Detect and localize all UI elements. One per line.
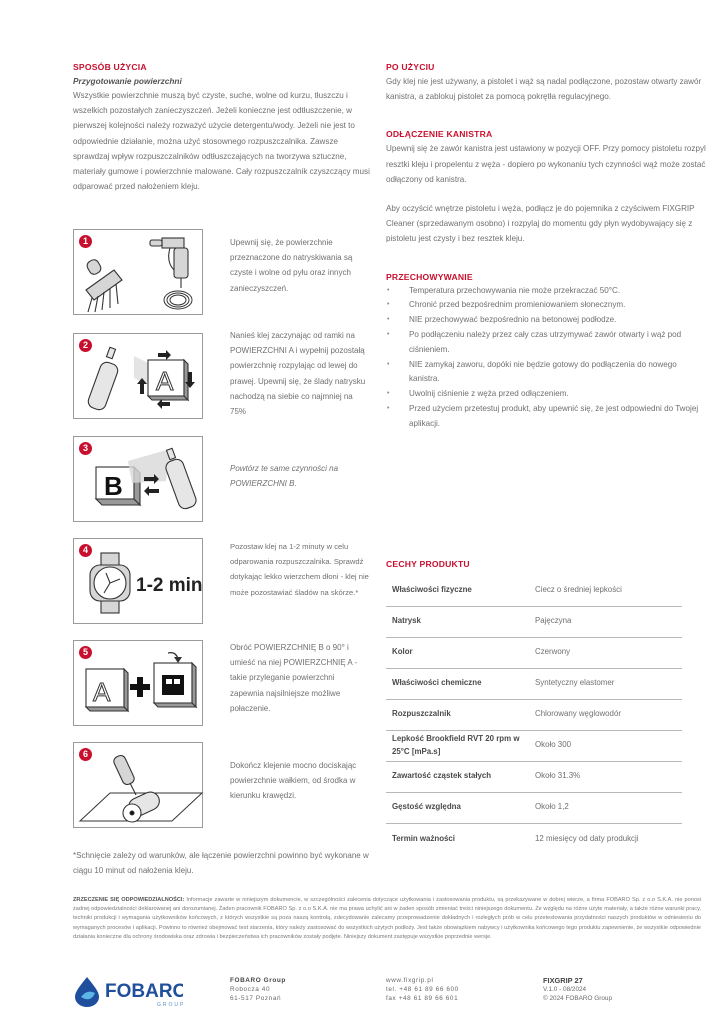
step-number-badge: 1 <box>79 235 92 248</box>
usage-section <box>73 62 373 194</box>
spray-surface-b-icon <box>74 437 204 523</box>
svg-text:A: A <box>156 366 174 396</box>
table-row: Rozpuszczalnik Chlorowany węglowodór <box>386 699 682 730</box>
storage-title: PRZECHOWYWANIE <box>386 271 473 282</box>
step-5-text: Obróć POWIERZCHNIĘ B o 90° i umieść na niej POWIERZCHNIĘ A - takie przyleganie powierzchni zapewnia najsilniejsze możliwe połaczenie. <box>230 643 358 713</box>
join-surfaces-icon <box>74 641 204 727</box>
svg-text:B: B <box>104 471 123 501</box>
step-5-illustration <box>73 640 203 726</box>
list-item: • NIE zamykaj zaworu, dopóki nie będzie gotowy do podłączenia do nowego kanistra. <box>386 358 706 388</box>
usage-text: Wszystkie powierzchnie muszą być czyste, suche, wolne od kurzu, tłuszczu i wszelkich pozostałych zanieczyszczeń. Jeżeli konieczne jest odtłuszczenie, w pierwszej kolejności należy rozważyć użycie detergentu/wody. Jeżeli nie jest to odpowiednie działanie, można użyć stosownego rozpuszczalnika. Zawsze sprawdzaj wpływ rozpuszczalników odtłuszczających na tworzywa sztuczne, materiały gumowe i powierzchnie malowane. Cały rozpuszczalnik czyszczący musi odparować przed nałożeniem kleju. <box>73 91 370 192</box>
step-1-text: Upewnij się, że powierzchnie przeznaczone do natryskiwania są czyste i wolne od pyłu oraz innych zanieczyszczeń. <box>230 238 353 293</box>
company-street: Robocza 40 <box>230 985 271 993</box>
list-item: • NIE przechowywać bezpośrednio na betonowej podłodze. <box>386 313 706 328</box>
svg-text:GROUP: GROUP <box>157 1002 183 1007</box>
table-row: Natrysk Pajęczyna <box>386 606 682 637</box>
step-number-badge: 6 <box>79 748 92 761</box>
drying-footnote: *Schnięcie zależy od warunków, ale łączenie powierzchni powinno być wykonane w ciągu 10 minut od nałożenia kleju. <box>73 851 369 875</box>
disconnect-text: Upewnij się że zawór kanistra jest ustawiony w pozycji OFF. Przy pomocy pistoletu rozpyl resztki kleju i propelentu z węża - dopiero po wykonaniu tych czynności wąż może zostać odłączony od kanistra. <box>386 144 706 184</box>
after-use-title: PO UŻYCIU <box>386 62 435 72</box>
fobaro-logo <box>73 975 183 1012</box>
svg-text:1-2 min: 1-2 min <box>136 575 203 596</box>
spray-surface-a-icon <box>74 334 204 420</box>
step-number-badge: 3 <box>79 442 92 455</box>
step-1-illustration <box>73 229 203 315</box>
step-4-text: Pozostaw klej na 1-2 minuty w celu odparowania rozpuszczalnika. Sprawdź dotykając lekko wierzchem dłoni - klej nie może pozostawiać śladów na skórze.* <box>230 542 369 597</box>
document-version <box>543 977 612 1003</box>
step-4-illustration <box>73 538 203 624</box>
table-row: Gęstość względna Około 1,2 <box>386 792 682 823</box>
table-row: Właściwości fizyczne Ciecz o średniej lepkości <box>386 575 682 606</box>
phone-number: tel. +48 61 89 66 600 <box>386 985 459 993</box>
list-item: • Po podłączeniu należy przez cały czas utrzymywać zawór otwarty i wąż pod ciśnieniem. <box>386 328 706 358</box>
disconnect-section <box>386 129 706 246</box>
table-row: Właściwości chemiczne Syntetyczny elastomer <box>386 668 682 699</box>
contact-info <box>386 977 459 1003</box>
step-3-illustration <box>73 436 203 522</box>
after-use-text: Gdy klej nie jest używany, a pistolet i wąż są nadal podłączone, pozostaw otwarty zawór kanistra, a zablokuj pistolet za pomocą pokrętła regulacyjnego. <box>386 77 702 102</box>
properties-section <box>386 559 706 854</box>
disclaimer-label: ZRZECZENIE SIĘ ODPOWIEDZIALNOŚCI: <box>73 897 185 903</box>
table-row: Kolor Czerwony <box>386 637 682 668</box>
list-item: • Uwolnij ciśnienie z węża przed odłączeniem. <box>386 387 706 402</box>
water-drop-logo-icon <box>73 975 183 1007</box>
storage-section <box>386 272 706 432</box>
cleaning-text: Aby oczyścić wnętrze pistoletu i węża, podłącz je do pojemnika z czyściwem FIXGRIP Cleaner (sprzedawanym osobno) i rozpylaj do momentu gdy płyn wydobywający się z pistoletu jest czysty i bez resztek kleju. <box>386 204 695 244</box>
step-6-illustration <box>73 742 203 828</box>
disconnect-title: ODŁĄCZENIE KANISTRA <box>386 129 493 140</box>
step-number-badge: 4 <box>79 544 92 557</box>
step-number-badge: 5 <box>79 646 92 659</box>
properties-table <box>386 575 682 854</box>
table-row: Lepkość Brookfield RVT 20 rpm w 25°C [mPa.s] Około 300 <box>386 730 682 761</box>
roller-icon <box>74 743 204 829</box>
svg-text:FOBARO: FOBARO <box>105 981 183 1002</box>
properties-title: CECHY PRODUKTU <box>386 559 470 569</box>
disclaimer-text: Informacje zawarte w niniejszym dokumencie, w szczególności zalecenia dotyczące użytkowania i zastosowania produktu, są przekazywane w dobrej wierze, a firma FOBARO Sp. z o.o S.K.A. nie ponosi żadnej odpowiedzialności deklarowanej ani dorozumianej. Żaden pracownik FOBARO Sp. z o.o S.K.A. nie ma prawa uchylić ani w żaden sposób zmieniać treści niniejszego dokumentu. Ze względu na różne użyte materiały, a także różne warunki pracy, techniki produkcji i wymagania użytkowników końcowych, z których wszystkie są poza naszą kontrolą, zdecydowanie zalecamy przeprowadzenie dokładnych i rozległych prób w celu przetestowania przydatności naszych produktów w odniesieniu do wymaganych procesów i aplikacji. Powinno to również obejmować test starzenia, który należy zastosować do wszystkich użytych podłoży. Jest także obowiązkiem nabywcy i użytkownika końcowego tego produktu zapewnienie, że wszystkie odpowiednie działania konieczne dla ochrony środowiska oraz zdrowia i bezpieczeństwa ich pracowników zostały podjęte. Niniejszy dokument zastępuje wszystkie poprzednie wersje. <box>73 897 701 940</box>
table-row: Zawartość cząstek stałych Około 31.3% <box>386 761 682 792</box>
storage-list <box>386 284 706 432</box>
step-3-text: Powtórz te same czynności na POWIERZCHNI B. <box>230 464 339 489</box>
copyright: © 2024 FOBARO Group <box>543 994 612 1002</box>
product-name: FIXGRIP 27 <box>543 976 583 985</box>
brush-and-spray-gun-icon <box>74 230 204 316</box>
disclaimer <box>73 896 701 942</box>
list-item: • Przed użyciem przetestuj produkt, aby upewnić się, że jest odpowiedni do Twojej aplikacji. <box>386 402 706 432</box>
step-2-illustration <box>73 333 203 419</box>
website-link[interactable]: www.fixgrip.pl <box>386 977 434 984</box>
company-city: 61-517 Poznań <box>230 994 282 1002</box>
usage-subtitle: Przygotowanie powierzchni <box>73 76 182 86</box>
step-number-badge: 2 <box>79 339 92 352</box>
list-item: • Temperatura przechowywania nie może przekraczać 50°C. <box>386 284 706 299</box>
step-2-text: Nanieś klej zaczynając od ramki na POWIERZCHNI A i wypełnij pozostałą powierzchnię rozpylając od lewej do prawej. Upewnij się, że ślady natrysku nachodzą na siebie co najmniej na 75% <box>230 331 366 417</box>
version-label: V.1.0 - 08/2024 <box>543 985 587 993</box>
usage-title: SPOSÓB UŻYCIA <box>73 62 147 72</box>
company-name: FOBARO Group <box>230 977 286 984</box>
fax-number: fax +48 61 89 66 601 <box>386 994 459 1002</box>
svg-text:A: A <box>93 677 111 707</box>
step-6-text: Dokończ klejenie mocno dociskając powierzchnie wałkiem, od środka w kierunku krawędzi. <box>230 761 357 801</box>
right-column <box>386 62 706 432</box>
table-row: Termin ważności 12 miesięcy od daty produkcji <box>392 833 639 843</box>
watch-icon <box>74 539 204 625</box>
list-item: • Chronić przed bezpośrednim promieniowaniem słonecznym. <box>386 298 706 313</box>
after-use-section <box>386 62 706 104</box>
company-address <box>230 977 286 1003</box>
